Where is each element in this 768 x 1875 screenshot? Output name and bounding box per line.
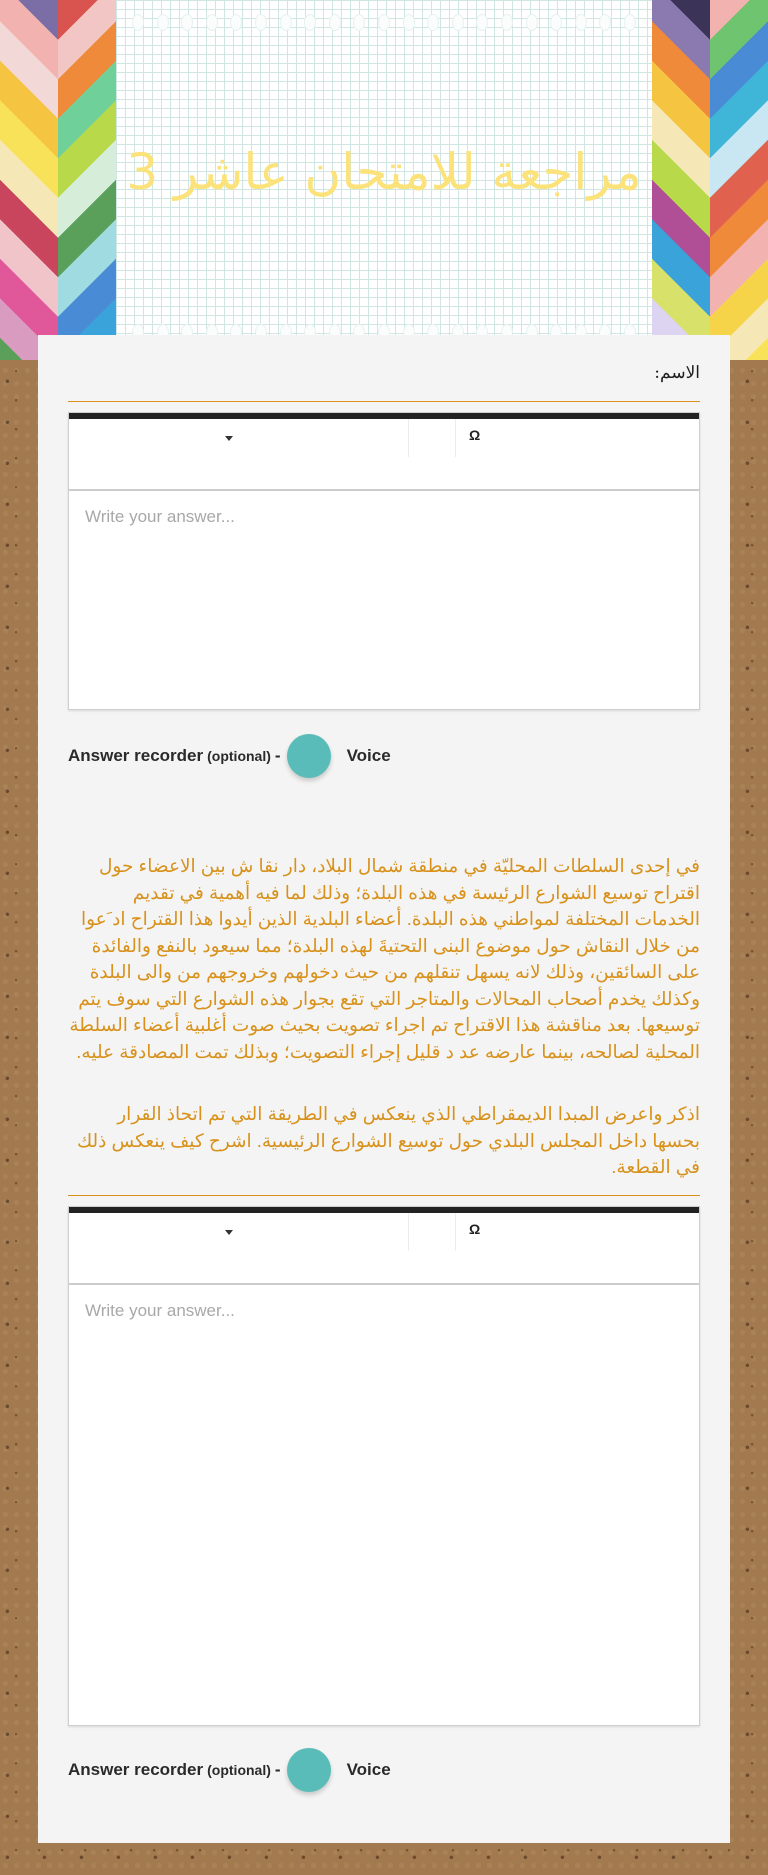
- ring-hole-icon: [526, 14, 538, 31]
- ring-hole-icon: [132, 14, 144, 31]
- ring-hole-icon: [476, 14, 488, 31]
- question-prompt: اذكر واعرض المبدا الديمقراطي الذي ينعكس في الطريقة التي تم اتحاذ القرار بحسها داخل المجلس البلدي حول توسيع الشوارع الرئيسية. اشرح كيف ينعكس ذلك في القطعة.: [76, 1103, 700, 1177]
- format-dropdown[interactable]: [69, 1213, 409, 1251]
- ring-hole-icon: [452, 14, 464, 31]
- recorder-dash: -: [274, 746, 281, 765]
- header-banner: [0, 0, 768, 360]
- ring-hole-icon: [403, 14, 415, 31]
- caret-down-icon: [225, 436, 233, 441]
- ring-hole-icon: [550, 14, 562, 31]
- recorder-optional-label: (optional): [207, 748, 271, 764]
- chevron-pattern-left-inner: [58, 0, 116, 360]
- ring-hole-icon: [575, 14, 587, 31]
- caret-down-icon: [225, 1230, 233, 1235]
- chevron-pattern-left: [0, 0, 58, 360]
- ring-hole-icon: [280, 14, 292, 31]
- voice-label: Voice: [346, 1760, 391, 1779]
- ring-hole-icon: [353, 14, 365, 31]
- record-voice-button[interactable]: [287, 734, 331, 778]
- answer-editor-2: [68, 1206, 700, 1726]
- recorder-label: Answer recorder: [68, 746, 204, 765]
- ring-hole-icon: [255, 14, 267, 31]
- recorder-optional-label: (optional): [207, 1762, 271, 1778]
- ring-hole-icon: [378, 14, 390, 31]
- ring-hole-icon: [599, 14, 611, 31]
- recorder-dash: -: [274, 1760, 281, 1779]
- worksheet-card: [38, 335, 730, 1843]
- ring-hole-icon: [427, 14, 439, 31]
- ring-hole-icon: [329, 14, 341, 31]
- toolbar-button[interactable]: [410, 1213, 456, 1251]
- ring-hole-icon: [230, 14, 242, 31]
- chevron-pattern-right: [652, 0, 710, 360]
- chevron-pattern-right-outer: [710, 0, 768, 360]
- ring-hole-icon: [181, 14, 193, 31]
- question-passage: في إحدى السلطات المحليّة في منطقة شمال البلاد، دار نقا ش بين الاعضاء حول اقتراح توسيع الشوارع الرئيسة في هذه البلدة؛ وذلك لما فيه أهمية في تقديم الخدمات المختلفة لمواطني هذه البلدة. أعضاء البلدية الذين أيدوا هذا القتراح اد َعوا من خلال النقاش حول موضوع البنى التحتيةَ لهذه البلدة؛ مما سيعود بالنفع والفائدة على السائقين، وذلك لانه يسهل تنقلهم من حيث دخولهم وخروجهم من والى البلدة وكذلك يخدم أصحاب المحالات والمتاجر التي تقع بجوار هذه الشوارع التي سوف يتم توسيعها. بعد مناقشة هذا الاقتراح تم اجراء تصويت بحيث صوت أغلبية أعضاء السلطة المحلية لصالحه، بينما عارضه عد د قليل إجراء التصويت؛ وبذلك تمت المصادقة عليه.: [69, 855, 700, 1062]
- answer-textarea[interactable]: [69, 1285, 699, 1725]
- name-field-label: الاسم:: [654, 363, 700, 383]
- toolbar-button[interactable]: [410, 419, 456, 457]
- section-divider: [68, 401, 700, 402]
- special-character-button[interactable]: Ω: [469, 427, 481, 443]
- special-character-button[interactable]: Ω: [469, 1221, 481, 1237]
- notebook-rings-top: [132, 14, 636, 31]
- ring-hole-icon: [624, 14, 636, 31]
- answer-recorder: [68, 1748, 391, 1792]
- answer-editor-1: [68, 412, 700, 710]
- format-dropdown[interactable]: [69, 419, 409, 457]
- recorder-label: Answer recorder: [68, 1760, 204, 1779]
- ring-hole-icon: [206, 14, 218, 31]
- page-title: مراجعة للامتحان عاشر 3: [126, 143, 642, 201]
- voice-label: Voice: [346, 746, 391, 765]
- answer-recorder: [68, 734, 391, 778]
- record-voice-button[interactable]: [287, 1748, 331, 1792]
- editor-toolbar: [69, 1213, 699, 1285]
- section-divider: [68, 1195, 700, 1196]
- ring-hole-icon: [304, 14, 316, 31]
- ring-hole-icon: [501, 14, 513, 31]
- ring-hole-icon: [157, 14, 169, 31]
- editor-toolbar: [69, 419, 699, 491]
- answer-textarea[interactable]: [69, 491, 699, 709]
